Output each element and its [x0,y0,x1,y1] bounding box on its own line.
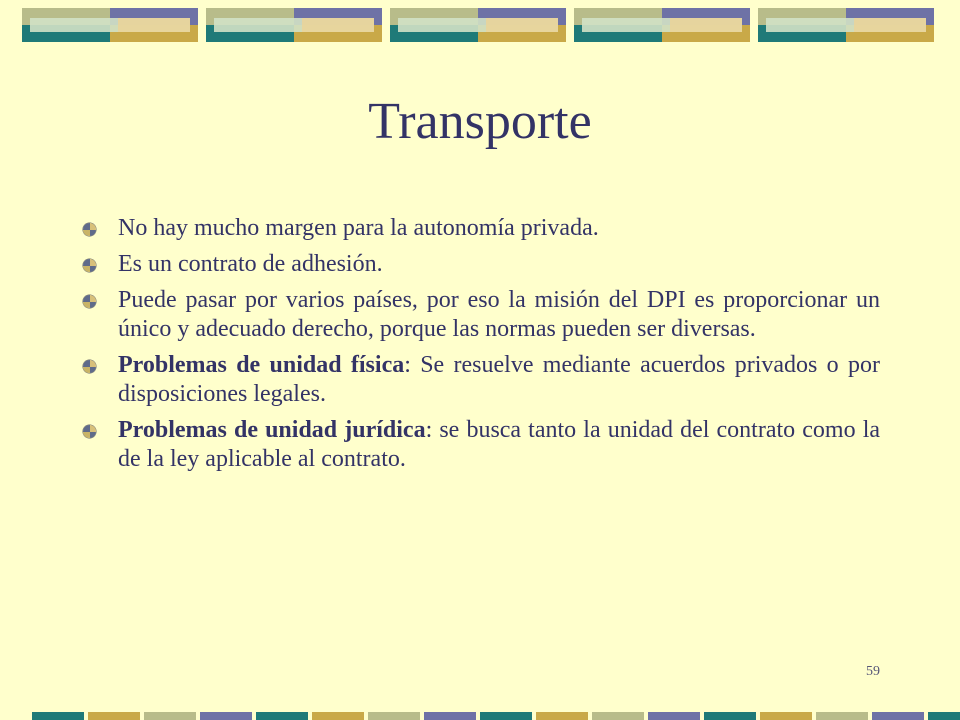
bullet-item [80,214,880,243]
decorative-segment [88,712,140,720]
bullet-icon [83,223,96,236]
decorative-tile [206,8,382,42]
decorative-segment [536,712,588,720]
bullet-item [80,286,880,344]
bullet-icon [83,295,96,308]
decorative-segment [592,712,644,720]
bullet-bold-text: Problemas de unidad jurídica [118,417,426,443]
bullet-text: No hay mucho margen para la autonomía privada. [118,215,599,241]
bullet-icon [83,259,96,272]
bullet-list [80,214,880,481]
decorative-segment [256,712,308,720]
decorative-segment [200,712,252,720]
top-decorative-band [0,0,960,50]
decorative-segment [704,712,756,720]
bullet-item [80,250,880,279]
decorative-segment [872,712,924,720]
decorative-segment [816,712,868,720]
decorative-segment [648,712,700,720]
slide-title: Transporte [368,93,592,150]
bullet-text: Es un contrato de adhesión. [118,251,383,277]
bullet-icon [83,425,96,438]
decorative-tile [574,8,750,42]
decorative-segment [368,712,420,720]
bullet-item [80,351,880,409]
decorative-segment [32,712,84,720]
bullet-item [80,416,880,474]
decorative-segment [480,712,532,720]
decorative-segment [928,712,960,720]
bullet-text: : se busca tanto la unidad del contrato como la de la ley aplicable al contrato. [118,417,881,472]
decorative-tile [758,8,934,42]
bullet-text: : Se resuelve mediante acuerdos privados o por disposiciones legales. [118,352,880,407]
bottom-decorative-band [0,712,960,720]
bullet-icon [83,360,96,373]
decorative-segment [760,712,812,720]
bullet-bold-text: Problemas de unidad física [118,352,405,378]
page-number: 59 [866,664,880,679]
decorative-segment [312,712,364,720]
decorative-segment [424,712,476,720]
decorative-tile [22,8,198,42]
bullet-text: Puede pasar por varios países, por eso la misión del DPI es proporcionar un único y adecuado derecho, porque las normas pueden ser diversas. [118,287,880,342]
decorative-tile [390,8,566,42]
decorative-segment [144,712,196,720]
